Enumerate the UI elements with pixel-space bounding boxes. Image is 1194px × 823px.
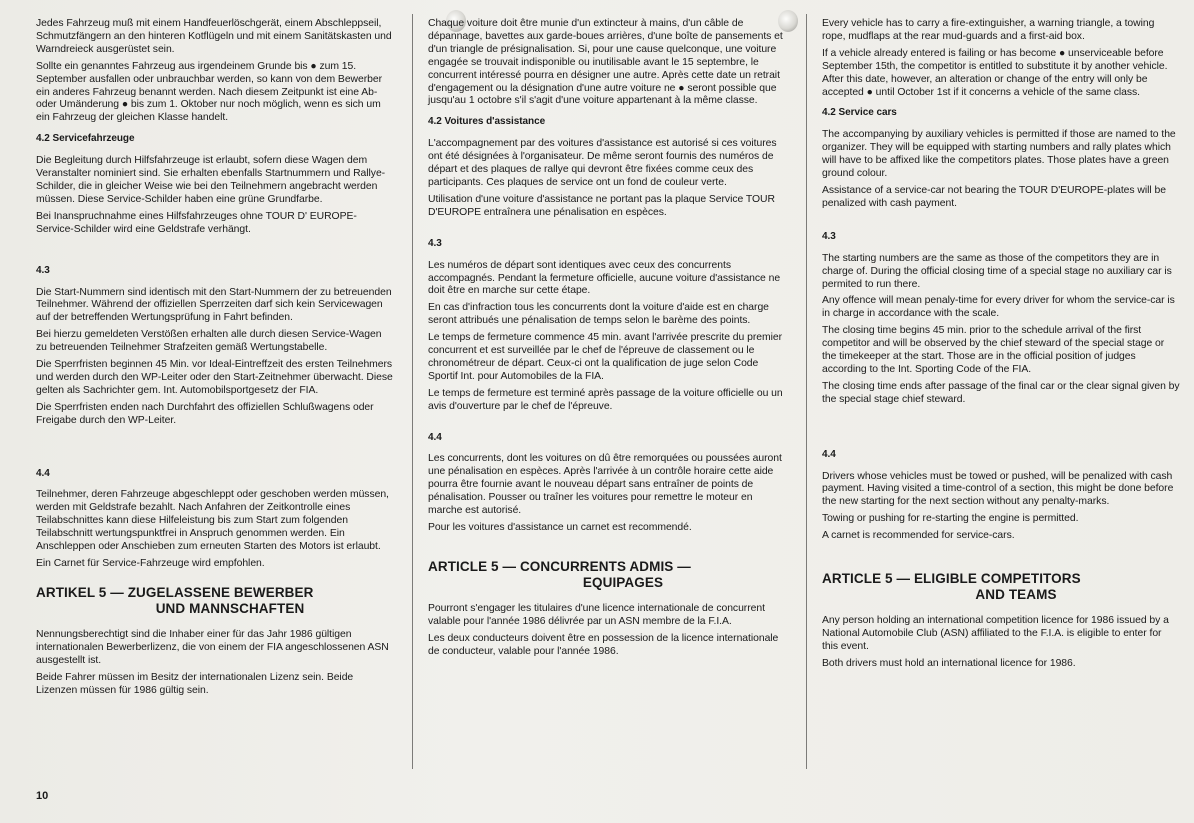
paragraph: Bei Inanspruchnahme eines Hilfsfahrzeuges ohne TOUR D' EUROPE-Service-Schilder wird eine Geldstrafe verhängt. (36, 210, 357, 235)
article-heading (822, 571, 1180, 603)
paragraph: Les concurrents, dont les voitures on dû être remorquées ou poussées auront une pénalisation en espèces. Après l'arrivée à un contrôle horaire cette aide pourra être fournie avant le nouveau départ sans entraîner de points de pénalisation. Pousser ou traîner les voitures pour remettre le moteur en marche est autorisé. (428, 453, 782, 517)
paragraph: The starting numbers are the same as those of the competitors they are in charge of. During the official closing time of a special stage no auxiliary car is permited to run there. (822, 252, 1172, 290)
paragraph: Every vehicle has to carry a fire-extinguisher, a warning triangle, a towing rope, mudflaps at the rear mud-guards and a first-aid box. (822, 18, 1155, 42)
section-heading: 4.2 Service cars (822, 107, 897, 119)
paragraph: The closing time ends after passage of the final car or the clear signal given by the special stage chief steward. (822, 380, 1180, 405)
section-heading: 4.2 Voitures d'assistance (428, 116, 546, 128)
article-heading-line1: ARTICLE 5 — CONCURRENTS ADMIS — (428, 558, 691, 574)
paragraph: Sollte ein genanntes Fahrzeug aus irgendeinem Grunde bis ● zum 15. September ausfallen oder unbrauchbar werden, so kann von dem Bewerber ein anderes Fahrzeug benannt werden. Nach diesem Zeitpunkt ist eine Ab- oder Umänderung ● bis zum 1. Oktober nur noch möglich, wenn es sich um ein Fahrzeug der gleichen Klasse handelt. (36, 60, 383, 124)
paragraph: Les numéros de départ sont identiques avec ceux des concurrents accompagnés. Pendant la fermeture officielle, aucune voiture d'assistance ne doit être en marche sur cette étape. (428, 259, 781, 297)
paragraph: Assistance of a service-car not bearing the TOUR D'EUROPE-plates will be penalized with cash payment. (822, 184, 1166, 209)
paragraph: Le temps de fermeture commence 45 min. avant l'arrivée prescrite du premier concurrent et est surveillée par le chef de l'épreuve de classement ou le chronométreur de départ. Ceux-ci ont la qualification de juge selon Code Sportif Int. pour Automobiles de la FIA. (428, 332, 782, 382)
article-heading (36, 585, 394, 617)
article-heading-line1: ARTICLE 5 — ELIGIBLE COMPETITORS (822, 571, 1081, 587)
column-divider (806, 14, 807, 769)
paragraph: Le temps de fermeture est terminé après passage de la voiture officielle ou un avis d'ouverture par le chef de l'épreuve. (428, 387, 783, 412)
french-column (428, 18, 788, 663)
article-heading (428, 559, 788, 591)
paragraph: Both drivers must hold an international licence for 1986. (822, 657, 1076, 669)
paragraph: L'accompagnement par des voitures d'assistance est autorisé si ces voitures ont été désignées à l'organisateur. De même seront fournis des numéros de départ et des plaques de rallye qui devront être fixées comme ceux des participants. Ces plaques de service ont un fond de couleur verte. (428, 138, 777, 188)
article-heading-line1: ARTIKEL 5 — ZUGELASSENE BEWERBER (36, 584, 314, 600)
paragraph: Any offence will mean penaly-time for every driver for whom the service-car is in charge in accordance with the scale. (822, 295, 1175, 320)
paragraph: Pour les voitures d'assistance un carnet est recommendé. (428, 522, 692, 533)
paragraph: Drivers whose vehicles must be towed or pushed, will be penalized with cash payment. Having visited a time-control of a section, this might be done before the new starting for the next section without any penalty-marks. (822, 470, 1174, 508)
page-number: 10 (36, 790, 49, 802)
paragraph: Les deux conducteurs doivent être en possession de la licence internationale de conducteur, valable pour l'année 1986. (428, 632, 779, 657)
paragraph: Towing or pushing for re-starting the engine is permitted. (822, 513, 1079, 525)
section-heading: 4.3 (36, 264, 50, 276)
paragraph: Ein Carnet für Service-Fahrzeuge wird empfohlen. (36, 558, 265, 569)
article-heading-line2: AND TEAMS (975, 587, 1057, 603)
paragraph: Beide Fahrer müssen im Besitz der internationalen Lizenz sein. Beide Lizenzen müssen für 1986 gültig sein. (36, 671, 354, 696)
column-divider (412, 14, 413, 769)
section-heading: 4.2 Servicefahrzeuge (36, 133, 135, 145)
paragraph: Bei hierzu gemeldeten Verstößen erhalten alle durch diesen Service-Wagen zu betreuenden Teilnehmer Strafzeiten gemäß Wertungstabelle. (36, 329, 382, 354)
article-heading-line2: UND MANNSCHAFTEN (155, 600, 305, 616)
paragraph: Utilisation d'une voiture d'assistance ne portant pas la plaque Service TOUR D'EUROPE entraînera une pénalisation en espèces. (428, 193, 775, 218)
paragraph: The accompanying by auxiliary vehicles is permitted if those are named to the organizer. They will be equipped with starting numbers and rally plates which will have to be affixed like the competitors plates. Those plates have a green ground colour. (822, 129, 1176, 180)
paragraph: Die Begleitung durch Hilfsfahrzeuge ist erlaubt, sofern diese Wagen dem Veranstalter nominiert sind. Sie erhalten ebenfalls Startnummern und Rallye-Schilder, die in gleicher Weise wie bei den Teilnehmern angebracht werden müssen. Diese Service-Schilder haben eine grüne Grundfarbe. (36, 155, 386, 205)
paragraph: Die Start-Nummern sind identisch mit den Start-Nummern der zu betreuenden Teilnehmer. Während der offiziellen Sperrzeiten darf sich kein Servicewagen auf der betreffenden Wertungsprüfung in Fahrt befinden. (36, 286, 392, 324)
paragraph: Pourront s'engager les titulaires d'une licence internationale de concurrent valable pour l'année 1986 délivrée par un ASN membre de la F.I.A. (428, 602, 765, 627)
paragraph: A carnet is recommended for service-cars. (822, 530, 1015, 542)
english-column (822, 18, 1180, 675)
article-heading-line2: EQUIPAGES (582, 574, 664, 590)
german-column (36, 18, 394, 701)
section-heading: 4.3 (428, 237, 442, 249)
paragraph: Any person holding an international competition licence for 1986 issued by a National Automobile Club (ASN) affiliated to the F.I.A. is eligible to enter for this event. (822, 615, 1169, 652)
paragraph: Teilnehmer, deren Fahrzeuge abgeschleppt oder geschoben werden müssen, werden mit Geldstrafe bezahlt. Nach Anfahren der Zeitkontrolle eines Teilabschnittes kann diese Hilfeleistung bis zum Start zum folgenden Teilabschnitt wertungspunktfrei in Anspruch genommen werden. Ein Anschleppen oder Anschieben zum erneuten Starten des Motors ist erlaubt. (36, 489, 389, 553)
section-heading: 4.4 (428, 431, 442, 443)
paragraph: If a vehicle already entered is failing or has become ● unserviceable before September 15th, the competitor is entitled to substitute it by another vehicle. After this date, however, an alteration or change of the entry will only be accepted ● until October 1st if it concerns a vehicle of the same class. (822, 47, 1168, 98)
paragraph: Chaque voiture doit être munie d'un extincteur à mains, d'un câble de dépannage, bavettes aux garde-boues arrières, d'une boîte de pansements et d'un triangle de présignalisation. Si, pour une cause quelconque, une voiture engagée se trouvait indisponible ou inutilisable avant le 15 septembre, le concurrent intéressé pourra en désigner une autre. Après cette date un retrait d'engagement ou la désignation d'une autre voiture ne ● seront possible que jusqu'au 1 octobre s'il s'agit d'une voiture appartenant à la même classe. (428, 18, 783, 107)
paragraph: Die Sperrfristen beginnen 45 Min. vor Ideal-Eintreffzeit des ersten Teilnehmers und werden durch den WP-Leiter oder den Start-Zeitnehmer überwacht. Diese gelten als Sachrichter gem. Int. Automobilsportgesetz der FIA. (36, 359, 393, 396)
paragraph: The closing time begins 45 min. prior to the schedule arrival of the first competitor and will be observed by the chief steward of the special stage or the timekeeper at the start. Those are in the official position of judges according to the Int. Sporting Code of the FIA. (822, 325, 1165, 375)
section-heading: 4.3 (822, 230, 836, 242)
paragraph: Die Sperrfristen enden nach Durchfahrt des offiziellen Schlußwagens oder Freigabe durch den WP-Leiter. (36, 401, 374, 426)
section-heading: 4.4 (822, 448, 836, 460)
paragraph: Nennungsberechtigt sind die Inhaber einer für das Jahr 1986 gültigen internationalen Bewerberlizenz, die von einem der FIA angeschlossenen ASN ausgestellt ist. (36, 628, 389, 666)
section-heading: 4.4 (36, 467, 50, 479)
paragraph: Jedes Fahrzeug muß mit einem Handfeuerlöschgerät, einem Abschleppseil, Schmutzfängern an den hinteren Kotflügeln und mit einem Sanitätskasten und Warndreieck ausgerüstet sein. (36, 18, 392, 55)
paragraph: En cas d'infraction tous les concurrents dont la voiture d'aide est en charge seront attribués une pénalisation de temps selon le barème des points. (428, 302, 769, 327)
